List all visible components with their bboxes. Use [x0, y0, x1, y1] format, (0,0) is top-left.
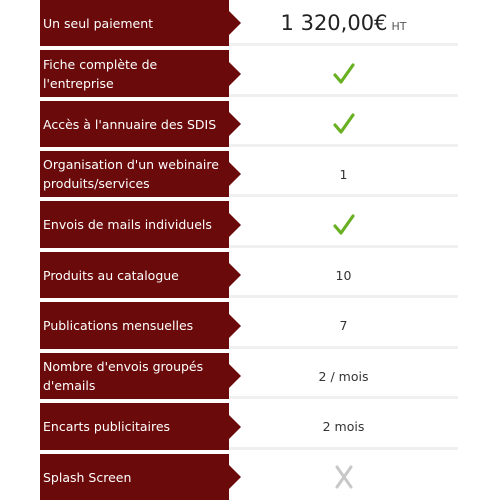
row-label: Organisation d'un webinaire produits/services	[40, 151, 229, 197]
row-value: 10	[335, 267, 352, 283]
row-value: 2 / mois	[318, 368, 369, 384]
table-row	[40, 302, 458, 349]
table-row	[40, 353, 458, 399]
check-icon	[333, 113, 355, 135]
table-row	[40, 151, 458, 197]
row-divider	[229, 194, 458, 197]
row-divider	[229, 94, 458, 97]
row-value: 1	[339, 166, 348, 182]
row-label: Publications mensuelles	[40, 302, 229, 349]
row-label: Fiche complète de l'entreprise	[40, 50, 229, 97]
row-divider	[229, 43, 458, 46]
row-value	[229, 101, 458, 147]
row-label: Un seul paiement	[40, 0, 229, 46]
table-row	[40, 50, 458, 97]
check-icon	[333, 214, 355, 236]
table-row	[40, 403, 458, 450]
table-row	[40, 252, 458, 298]
feature-table	[40, 0, 458, 500]
row-divider	[229, 447, 458, 450]
price-value	[229, 0, 458, 46]
row-label: Splash Screen	[40, 454, 229, 500]
table-row	[40, 101, 458, 147]
table-row	[40, 0, 458, 46]
row-label: Encarts publicitaires	[40, 403, 229, 450]
row-label: Nombre d'envois groupés d'emails	[40, 353, 229, 399]
price-unit: HT	[391, 20, 407, 33]
row-divider	[229, 346, 458, 349]
row-value: 7	[339, 318, 348, 333]
row-value: 2 mois	[322, 419, 365, 434]
row-value	[229, 50, 458, 97]
row-divider	[229, 144, 458, 147]
row-divider	[229, 396, 458, 399]
table-row	[40, 201, 458, 248]
row-label: Produits au catalogue	[40, 252, 229, 298]
row-divider	[229, 295, 458, 298]
price-amount: 1 320,00€	[280, 11, 388, 35]
cross-icon	[334, 465, 354, 489]
row-value	[229, 201, 458, 248]
row-label: Envois de mails individuels	[40, 201, 229, 248]
row-divider	[229, 245, 458, 248]
check-icon	[333, 63, 355, 85]
table-row	[40, 454, 458, 500]
row-label: Accès à l'annuaire des SDIS	[40, 101, 229, 147]
row-value	[229, 454, 458, 500]
